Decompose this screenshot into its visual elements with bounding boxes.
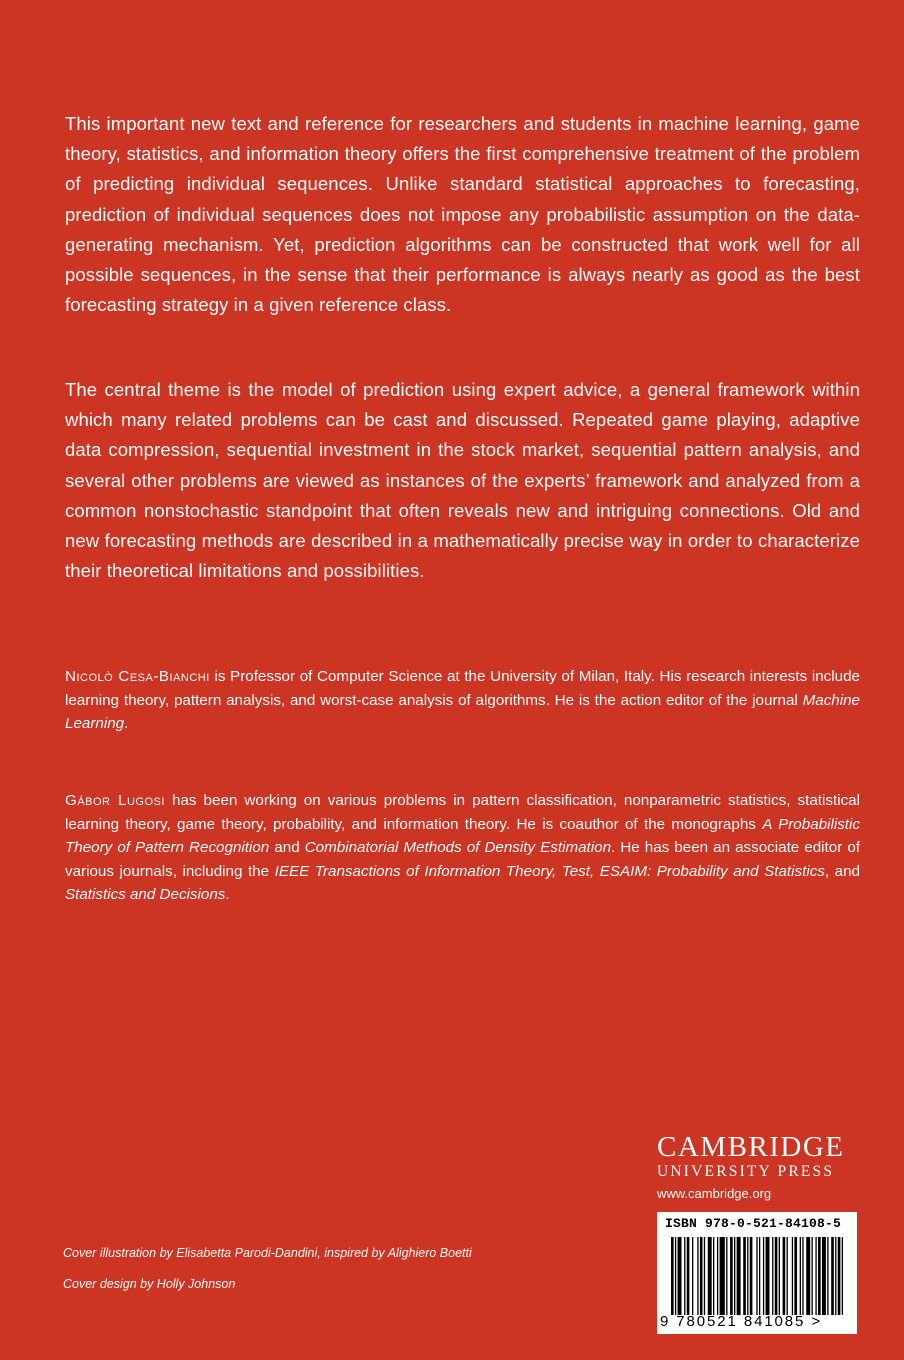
journal-title: IEEE Transactions of Information Theory, Test, ESAIM: Probability and Statistics bbox=[274, 862, 825, 880]
barcode-bars bbox=[671, 1237, 843, 1315]
book-title: Combinatorial Methods of Density Estimation bbox=[304, 839, 612, 856]
barcode-bar bbox=[737, 1237, 741, 1315]
barcode-bar bbox=[708, 1237, 712, 1315]
barcode-bar bbox=[818, 1237, 821, 1315]
barcode-bar bbox=[713, 1237, 714, 1315]
barcode-bar bbox=[827, 1237, 828, 1315]
barcode-bar bbox=[726, 1237, 727, 1315]
barcode-bar bbox=[692, 1237, 693, 1315]
barcode-bar bbox=[678, 1237, 682, 1315]
barcode-bar bbox=[835, 1237, 836, 1315]
barcode-bar bbox=[747, 1237, 748, 1315]
description-paragraph-1: This important new text and reference for researchers and students in machine learning, game theory, statistics, and information theory offers the first comprehensive treatment of the problem of predicting individual sequences. Unlike standard statistical approaches to forecasting, prediction of individual sequences does not impose any probabilistic assumption on the data-generating mechanism. Yet, prediction algorithms can be constructed that work well for all possible sequences, in the sense that their performance is always nearly as good as the best forecasting strategy in a given reference class. bbox=[65, 113, 860, 316]
author-name: Nicolò Cesa-Bianchi bbox=[65, 668, 210, 685]
publisher-subtitle: UNIVERSITY PRESS bbox=[657, 1163, 835, 1180]
barcode-bar bbox=[792, 1237, 793, 1315]
illustration-credit: Cover illustration by Elisabetta Parodi-Dandini, inspired by Alighiero Boetti bbox=[63, 1246, 472, 1260]
barcode-bar bbox=[800, 1237, 801, 1315]
barcode-bar bbox=[779, 1237, 780, 1315]
barcode-bar bbox=[697, 1237, 698, 1315]
barcode-bar bbox=[783, 1237, 786, 1315]
author-bio-lugosi: Gábor Lugosi has been working on various problems in pattern classification, nonparametric statistics, statistical learning theory, game theory, probability, and information theory. He is coauthor of the monographs A Probabilistic Theory of Pattern Recognition and Combinatorial Methods of Density Estimation. He has been an associate editor of various journals, including the IEEE Transactions of Information Theory, Test, ESAIM: Probability and Statistics, and Statistics and Decisions. bbox=[65, 792, 861, 903]
barcode-bar bbox=[717, 1237, 718, 1315]
publisher-logo bbox=[657, 1132, 857, 1204]
barcode-bar bbox=[811, 1237, 812, 1315]
barcode-bar bbox=[763, 1237, 764, 1315]
barcode-bar bbox=[684, 1237, 685, 1315]
author-name: Gábor Lugosi bbox=[65, 792, 165, 809]
barcode-bar bbox=[700, 1237, 703, 1315]
journal-title: Statistics and Decisions bbox=[65, 886, 226, 903]
barcode-bar bbox=[822, 1237, 826, 1315]
barcode-bar bbox=[802, 1237, 803, 1315]
barcode-bar bbox=[759, 1237, 760, 1315]
barcode-bar bbox=[842, 1237, 843, 1315]
barcode-bar bbox=[766, 1237, 770, 1315]
barcode bbox=[657, 1212, 857, 1334]
isbn-label: ISBN 978-0-521-84108-5 bbox=[665, 1216, 842, 1231]
publisher-website: www.cambridge.org bbox=[657, 1186, 772, 1201]
cover-credits bbox=[63, 1238, 472, 1300]
barcode-bar bbox=[720, 1237, 725, 1315]
book-title: A Probabilistic Theory of Pattern Recognition bbox=[65, 815, 860, 856]
barcode-bar bbox=[734, 1237, 735, 1315]
barcode-bar bbox=[806, 1237, 810, 1315]
barcode-bar bbox=[838, 1237, 841, 1315]
barcode-bar bbox=[794, 1237, 797, 1315]
barcode-bar bbox=[675, 1237, 676, 1315]
barcode-bar bbox=[815, 1237, 816, 1315]
publisher-name: CAMBRIDGE bbox=[657, 1131, 845, 1163]
barcode-bar bbox=[750, 1237, 753, 1315]
barcode-bar bbox=[704, 1237, 705, 1315]
barcode-bar bbox=[775, 1237, 778, 1315]
barcode-bar bbox=[831, 1237, 834, 1315]
barcode-bar bbox=[787, 1237, 788, 1315]
barcode-bar bbox=[756, 1237, 757, 1315]
barcode-bar bbox=[743, 1237, 746, 1315]
barcode-bar bbox=[671, 1237, 674, 1315]
journal-title: Machine Learning bbox=[65, 691, 860, 732]
barcode-bar bbox=[772, 1237, 773, 1315]
design-credit: Cover design by Holly Johnson bbox=[63, 1277, 236, 1291]
barcode-bar bbox=[687, 1237, 690, 1315]
barcode-bar bbox=[730, 1237, 733, 1315]
description-paragraph-2: The central theme is the model of prediction using expert advice, a general framework within which many related problems can be cast and discussed. Repeated game playing, adaptive data compression, sequential investment in the stock market, sequential pattern analysis, and several other problems are viewed as instances of the experts’ framework and analyzed from a common nonstochastic standpoint that often reveals new and intriguing connections. Old and new forecasting methods are described in a mathematically precise way in order to characterize their theoretical limitations and possibilities. bbox=[65, 379, 860, 582]
author-bio-cesa-bianchi: Nicolò Cesa-Bianchi is Professor of Computer Science at the University of Milan, Italy. His research interests include learning theory, pattern analysis, and worst-case analysis of algorithms. He is the action editor of the journal Machine Learning. bbox=[65, 668, 860, 732]
barcode-digits: 9 780521 841085 > bbox=[660, 1313, 823, 1330]
